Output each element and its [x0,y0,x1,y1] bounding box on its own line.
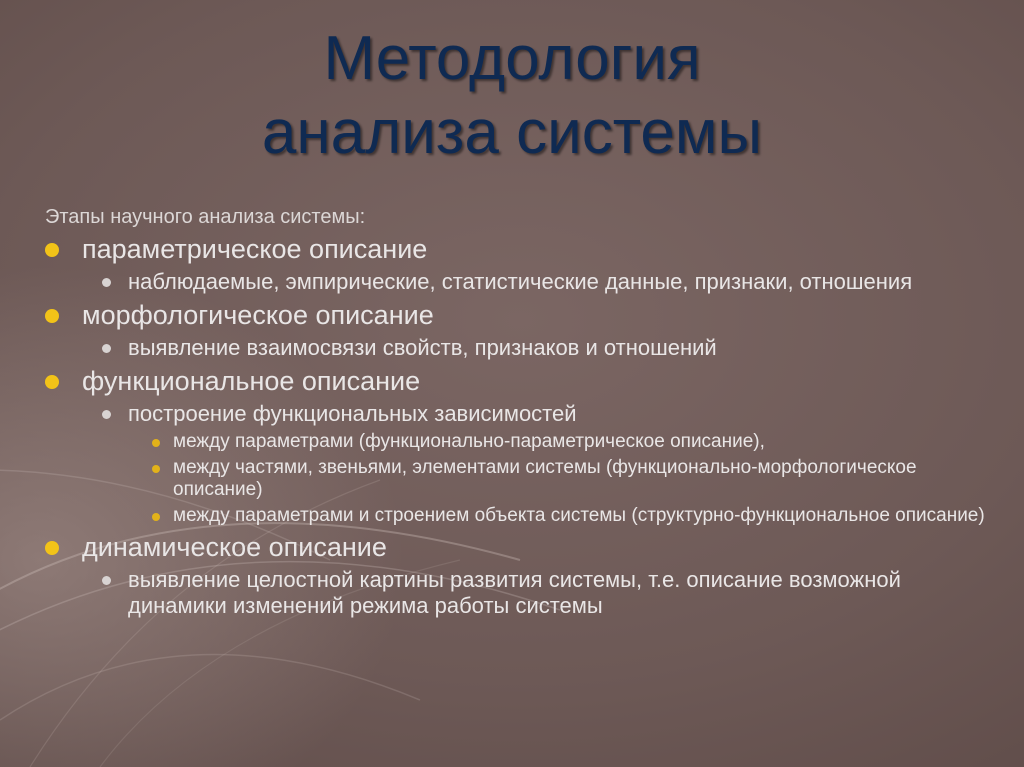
bullet-icon [45,309,59,323]
bullet-icon [152,465,160,473]
sub-sub-item-parameters [45,431,1005,453]
slide-title-line-1: Методология [323,24,701,93]
sub-sub-item-label: между частями, звеньями, элементами системы (функционально-морфологическое описание) [173,457,917,500]
sub-item-label: построение функциональных зависимостей [128,401,577,426]
list-item-label: морфологическое описание [82,300,434,330]
bullet-icon [152,513,160,521]
sub-sub-item-structure [45,505,1005,527]
sub-item-parametric-data [45,269,1005,295]
list-item-morphological [45,299,1005,331]
sub-sub-item-label: между параметрами и строением объекта системы (структурно-функциональное описание) [173,505,985,526]
bullet-icon [45,243,59,257]
list-item-label: функциональное описание [82,366,421,396]
list-item-functional [45,365,1005,397]
list-item-dynamic [45,531,1005,563]
list-item-parametric [45,233,1005,265]
sub-item-label: выявление взаимосвязи свойств, признаков и отношений [128,335,717,360]
bullet-icon [102,576,111,585]
sub-item-label: наблюдаемые, эмпирические, статистические данные, признаки, отношения [128,269,913,294]
bullet-icon [102,278,111,287]
sub-item-morphological-relations [45,335,1005,361]
bullet-icon [102,344,111,353]
slide-content [45,205,1005,619]
list-item-label: динамическое описание [82,532,387,562]
sub-item-functional-dependencies [45,401,1005,427]
bullet-icon [102,410,111,419]
bullet-icon [152,439,160,447]
slide-title-line-2: анализа системы [261,98,763,167]
sub-item-label: выявление целостной картины развития системы, т.е. описание возможной динамики изменений режима работы системы [128,567,901,618]
slide-title [0,22,1024,170]
sub-sub-item-parts [45,457,1005,501]
bullet-icon [45,541,59,555]
sub-item-dynamic-picture [45,567,1005,619]
intro-text: Этапы научного анализа системы: [45,206,366,228]
bullet-icon [45,375,59,389]
sub-sub-item-label: между параметрами (функционально-параметрическое описание), [173,431,765,452]
list-item-label: параметрическое описание [82,234,428,264]
